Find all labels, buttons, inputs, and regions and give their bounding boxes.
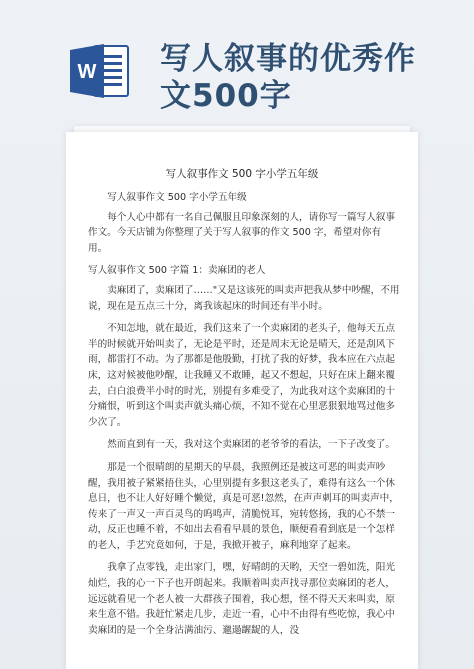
word-doc-icon — [70, 42, 130, 100]
svg-text:W: W — [77, 61, 97, 83]
doc-paragraph: 然而直到有一天，我对这个卖麻团的老爷爷的看法，一下子改变了。 — [107, 439, 395, 451]
page-title-line-2: 文500字 — [160, 78, 292, 114]
doc-paragraph: 写人叙事作文 500 字小学五年级 — [107, 192, 247, 203]
document-body — [88, 190, 400, 645]
doc-paragraph: 我拿了点零钱，走出家门，嘿，好晴朗的天哟，天空一碧如洗，阳光灿烂，我的心一下子也开朗起来。我顺着叫卖声找寻那位卖麻团的老人，远远就看见一个老人被一大群孩子围着，我心想，怪不得天天来叫卖，原来生意不错。我赶忙紧走几步，走近一看，心中不由得有些吃惊，我心中卖麻团的是一个全身沾满油污、邋遢龌龊的人，没 — [88, 562, 395, 636]
doc-section-heading: 写人叙事作文 500 字篇 1：卖麻团的老人 — [88, 265, 266, 277]
header-banner — [0, 0, 474, 120]
document-title: 写人叙事作文 500 字小学五年级 — [165, 168, 319, 180]
doc-paragraph: 不知怎地，就在最近，我们这来了一个卖麻团的老头子，他每天五点半的时候就开始叫卖了，无论是平时，还是周末无论是晴天，还是刮风下雨，都雷打不动。为了那都是他殷勤，打扰了我的好梦，我本应在六点起床，这对候被他吵醒，让我睡又不敢睡，起又不想起，只好在床上翻来覆去，白白浪费半小时的时光，别提有多难受了，为此我对这个卖麻团的十分痛恨，听到这个叫卖声就头痛心烦，不知不觉在心里恶狠狠地骂过他多少次了。 — [88, 323, 395, 428]
doc-paragraph: 卖麻团了，卖麻团了……"又是这该死的叫卖声把我从梦中吵醒，不用说，现在是五点三十分，离我该起床的时间还有半小时。 — [88, 284, 400, 312]
doc-paragraph: 那是一个很晴朗的星期天的早晨，我照例还是被这可恶的叫卖声吵醒，我用被子紧紧捂住头，心里别提有多狠这老头了，难得有这么一个休息日，也不让人好好睡个懒觉，真是可恶!忽然，在声声刺耳的叫卖声中，传来了一声又一声百灵鸟的呜鸣声，清脆悦耳，宛转悠扬，我的心不禁一动，反正也睡不着，不如出去看看早晨的景色，顺便看看到底是一个怎样的老人，手艺究竟如何，于是，我掀开被子，麻利地穿了起来。 — [88, 461, 399, 551]
doc-paragraph: 每个人心中都有一名自己佩服且印象深刻的人，请你写一篇写人叙事作文。今天店铺为你整理了关于写人叙事的作文 500 字，希望对你有用。 — [88, 211, 395, 254]
document-page — [66, 132, 418, 669]
page-title-line-1: 写人叙事的优秀作 — [160, 41, 416, 77]
